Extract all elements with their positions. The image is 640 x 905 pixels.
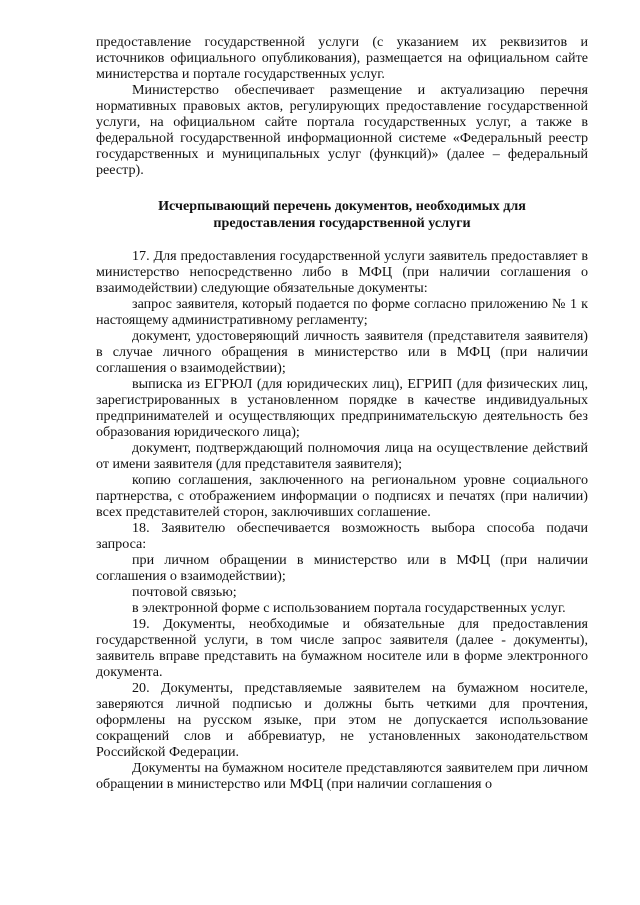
section-heading-line-2: предоставления государственной услуги	[213, 215, 471, 231]
paragraph-17: 17. Для предоставления государственной услуги заявитель предоставляет в министерство непосредственно либо в МФЦ (при наличии соглашения о взаимодействии) следующие обязательные документы:	[96, 248, 588, 296]
paragraph-18: 18. Заявителю обеспечивается возможность выбора способа подачи запроса:	[96, 520, 588, 552]
list-item: документ, подтверждающий полномочия лица на осуществление действий от имени заявителя (для представителя заявителя);	[96, 440, 588, 472]
paragraph-19: 19. Документы, необходимые и обязательные для предоставления государственной услуги, в том числе запрос заявителя (далее - документы), заявитель вправе представить на бумажном носителе или в форме электронного документа.	[96, 616, 588, 680]
paragraph-intro-2: Министерство обеспечивает размещение и актуализацию перечня нормативных правовых актов, регулирующих предоставление государственной услуги, на официальном сайте портала государственных услуг, а также в федеральной государственной информационной системе «Федеральный реестр государственных и муниципальных услуг (функций)» (далее – федеральный реестр).	[96, 82, 588, 178]
list-item: запрос заявителя, который подается по форме согласно приложению № 1 к настоящему административному регламенту;	[96, 296, 588, 328]
section-heading	[116, 198, 568, 232]
list-item: почтовой связью;	[132, 584, 237, 600]
paragraph-20: 20. Документы, представляемые заявителем на бумажном носителе, заверяются личной подписью и должны быть четкими для прочтения, оформлены на русском языке, при этом не допускается использование сокращений слов и аббревиатур, не установленных законодательством Российской Федерации.	[96, 680, 588, 760]
list-item: выписка из ЕГРЮЛ (для юридических лиц), ЕГРИП (для физических лиц, зарегистрированных в установленном порядке в качестве индивидуальных предпринимателей и осуществляющих предпринимательскую деятельность без образования юридического лица);	[96, 376, 588, 440]
paragraph-20-continuation: Документы на бумажном носителе представляются заявителем при личном обращении в министерство или МФЦ (при наличии соглашения о	[96, 760, 588, 792]
paragraph-intro-1: предоставление государственной услуги (с указанием их реквизитов и источников официального опубликования), размещается на официальном сайте министерства и портале государственных услуг.	[96, 34, 588, 82]
list-item: копию соглашения, заключенного на региональном уровне социального партнерства, с отображением информации о подписях и печатях (при наличии) всех представителей сторон, заключивших соглашение.	[96, 472, 588, 520]
list-item: в электронной форме с использованием портала государственных услуг.	[132, 600, 566, 616]
section-heading-line-1: Исчерпывающий перечень документов, необходимых для	[158, 198, 526, 214]
list-item: при личном обращении в министерство или в МФЦ (при наличии соглашения о взаимодействии);	[96, 552, 588, 584]
list-item: документ, удостоверяющий личность заявителя (представителя заявителя) в случае личного обращения в министерство или в МФЦ (при наличии соглашения о взаимодействии);	[96, 328, 588, 376]
